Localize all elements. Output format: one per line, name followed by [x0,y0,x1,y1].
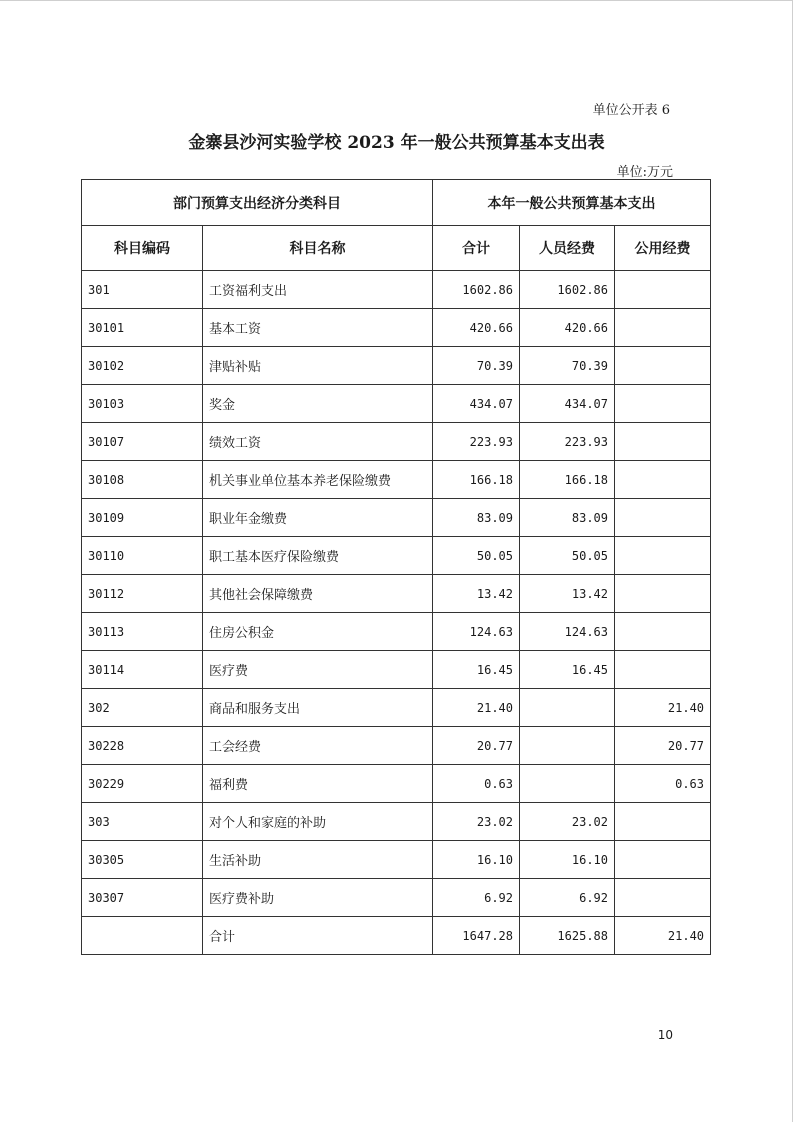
cell-code: 301 [82,271,203,309]
cell-personnel: 23.02 [520,803,615,841]
cell-code: 30112 [82,575,203,613]
cell-personnel: 223.93 [520,423,615,461]
cell-name: 绩效工资 [203,423,433,461]
column-header-code: 科目编码 [82,226,203,271]
cell-name: 基本工资 [203,309,433,347]
cell-public [615,423,711,461]
cell-personnel [520,765,615,803]
cell-name: 职工基本医疗保险缴费 [203,537,433,575]
table-row [82,461,711,499]
cell-personnel: 13.42 [520,575,615,613]
cell-public [615,803,711,841]
cell-total: 6.92 [433,879,520,917]
column-header-public: 公用经费 [615,226,711,271]
cell-name: 医疗费补助 [203,879,433,917]
table-row [82,347,711,385]
cell-code: 30110 [82,537,203,575]
table-row [82,841,711,879]
cell-name: 津贴补贴 [203,347,433,385]
cell-name: 其他社会保障缴费 [203,575,433,613]
cell-public [615,537,711,575]
cell-personnel: 124.63 [520,613,615,651]
cell-name: 工资福利支出 [203,271,433,309]
cell-public [615,841,711,879]
cell-public [615,879,711,917]
table-row [82,309,711,347]
cell-public [615,309,711,347]
cell-total: 20.77 [433,727,520,765]
cell-name: 生活补助 [203,841,433,879]
table-row [82,651,711,689]
cell-total: 13.42 [433,575,520,613]
cell-public: 0.63 [615,765,711,803]
cell-code: 30228 [82,727,203,765]
cell-public [615,461,711,499]
cell-personnel: 70.39 [520,347,615,385]
cell-name: 对个人和家庭的补助 [203,803,433,841]
cell-total: 16.45 [433,651,520,689]
table-row [82,575,711,613]
table-tag: 单位公开表 6 [592,103,670,118]
column-header-name: 科目名称 [203,226,433,271]
cell-public [615,651,711,689]
header-row-group [82,180,711,226]
budget-table [81,179,711,955]
column-header-personnel: 人员经费 [520,226,615,271]
cell-name: 机关事业单位基本养老保险缴费 [203,461,433,499]
cell-code: 302 [82,689,203,727]
table-row [82,385,711,423]
cell-total: 1647.28 [433,917,520,955]
cell-code: 30114 [82,651,203,689]
cell-total: 166.18 [433,461,520,499]
table-row [82,689,711,727]
table-row [82,423,711,461]
cell-personnel: 16.45 [520,651,615,689]
table-row [82,537,711,575]
cell-code: 303 [82,803,203,841]
cell-code: 30307 [82,879,203,917]
cell-total: 420.66 [433,309,520,347]
cell-personnel: 166.18 [520,461,615,499]
unit-label: 单位:万元 [616,165,673,180]
cell-total: 50.05 [433,537,520,575]
cell-personnel: 50.05 [520,537,615,575]
page-number: 10 [657,1028,673,1042]
cell-public [615,347,711,385]
cell-name: 住房公积金 [203,613,433,651]
cell-public: 20.77 [615,727,711,765]
cell-name: 奖金 [203,385,433,423]
cell-public: 21.40 [615,917,711,955]
cell-personnel: 1602.86 [520,271,615,309]
cell-name: 商品和服务支出 [203,689,433,727]
cell-name: 职业年金缴费 [203,499,433,537]
cell-total: 0.63 [433,765,520,803]
cell-public [615,271,711,309]
cell-total: 1602.86 [433,271,520,309]
cell-total: 16.10 [433,841,520,879]
document-title: 金寨县沙河实验学校 2023 年一般公共预算基本支出表 [188,133,605,153]
cell-name: 合计 [203,917,433,955]
cell-code: 30101 [82,309,203,347]
cell-code: 30113 [82,613,203,651]
cell-total: 83.09 [433,499,520,537]
cell-public [615,613,711,651]
cell-personnel: 420.66 [520,309,615,347]
table-row [82,765,711,803]
cell-total: 21.40 [433,689,520,727]
table-row [82,917,711,955]
table-row [82,803,711,841]
cell-personnel: 1625.88 [520,917,615,955]
cell-name: 工会经费 [203,727,433,765]
cell-personnel [520,689,615,727]
table-row [82,727,711,765]
cell-code: 30107 [82,423,203,461]
cell-total: 23.02 [433,803,520,841]
table-row [82,499,711,537]
cell-code: 30102 [82,347,203,385]
header-expenditure: 本年一般公共预算基本支出 [433,180,711,226]
cell-personnel: 16.10 [520,841,615,879]
cell-public: 21.40 [615,689,711,727]
column-header-total: 合计 [433,226,520,271]
cell-personnel: 434.07 [520,385,615,423]
cell-total: 70.39 [433,347,520,385]
header-classification: 部门预算支出经济分类科目 [82,180,433,226]
table-row [82,613,711,651]
cell-public [615,385,711,423]
cell-public [615,575,711,613]
cell-personnel: 6.92 [520,879,615,917]
cell-personnel [520,727,615,765]
cell-code: 30108 [82,461,203,499]
cell-code: 30103 [82,385,203,423]
table-row [82,271,711,309]
cell-code: 30305 [82,841,203,879]
cell-code: 30229 [82,765,203,803]
cell-name: 医疗费 [203,651,433,689]
cell-personnel: 83.09 [520,499,615,537]
header-row-columns [82,226,711,271]
cell-name: 福利费 [203,765,433,803]
cell-public [615,499,711,537]
cell-total: 223.93 [433,423,520,461]
page-border-top [0,0,793,1]
cell-total: 434.07 [433,385,520,423]
cell-code [82,917,203,955]
cell-total: 124.63 [433,613,520,651]
cell-code: 30109 [82,499,203,537]
table-row [82,879,711,917]
